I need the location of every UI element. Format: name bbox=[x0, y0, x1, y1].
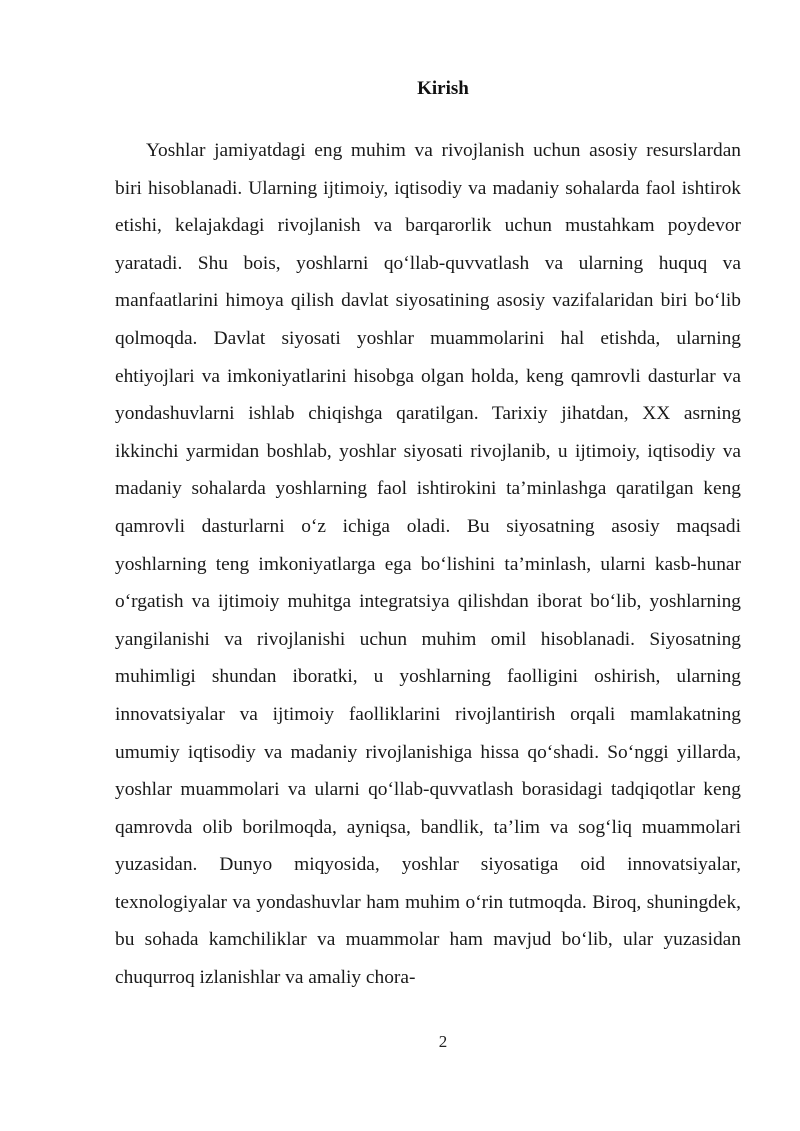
section-title: Kirish bbox=[417, 78, 469, 99]
page-number: 2 bbox=[438, 1032, 448, 1051]
body-paragraph: Yoshlar jamiyatdagi eng muhim va rivojlanish uchun asosiy resurslardan biri hisoblanadi. Ularning ijtimoiy, iqtisodiy va madaniy sohalarda faol ishtirok etishi, kelajakdagi rivojlanish va barqarorlik uchun mustahkam poydevor yaratadi. Shu bois, yoshlarni qo‘llab-quvvatlash va ularning huquq va manfaatlarini himoya qilish davlat siyosatining asosiy vazifalaridan biri bo‘lib qolmoqda. Davlat siyosati yoshlar muammolarini hal etishda, ularning ehtiyojlari va imkoniyatlarini hisobga olgan holda, keng qamrovli dasturlar va yondashuvlarni ishlab chiqishga qaratilgan. Tarixiy jihatdan, XX asrning ikkinchi yarmidan boshlab, yoshlar siyosati rivojlanib, u ijtimoiy, iqtisodiy va madaniy sohalarda yoshlarning faol ishtirokini ta’minlashga qaratilgan keng qamrovli dasturlarni o‘z ichiga oladi. Bu siyosatning asosiy maqsadi yoshlarning teng imkoniyatlarga ega bo‘lishini ta’minlash, ularni kasb-hunar o‘rgatish va ijtimoiy muhitga integratsiya qilishdan iborat bo‘lib, yoshlarning yangilanishi va rivojlanishi uchun muhim omil hisoblanadi. Siyosatning muhimligi shundan iboratki, u yoshlarning faolligini oshirish, ularning innovatsiyalar va ijtimoiy faolliklarini rivojlantirish orqali mamlakatning umumiy iqtisodiy va madaniy rivojlanishiga hissa qo‘shadi. So‘nggi yillarda, yoshlar muammolari va ularni qo‘llab-quvvatlash borasidagi tadqiqotlar keng qamrovda olib borilmoqda, ayniqsa, bandlik, ta’lim va sog‘liq muammolari yuzasidan. Dunyo miqyosida, yoshlar siyosatiga oid innovatsiyalar, texnologiyalar va yondashuvlar ham muhim o‘rin tutmoqda. Biroq, shuningdek, bu sohada kamchiliklar va muammolar ham mavjud bo‘lib, ular yuzasidan chuqurroq izlanishlar va amaliy chora- bbox=[115, 140, 741, 989]
